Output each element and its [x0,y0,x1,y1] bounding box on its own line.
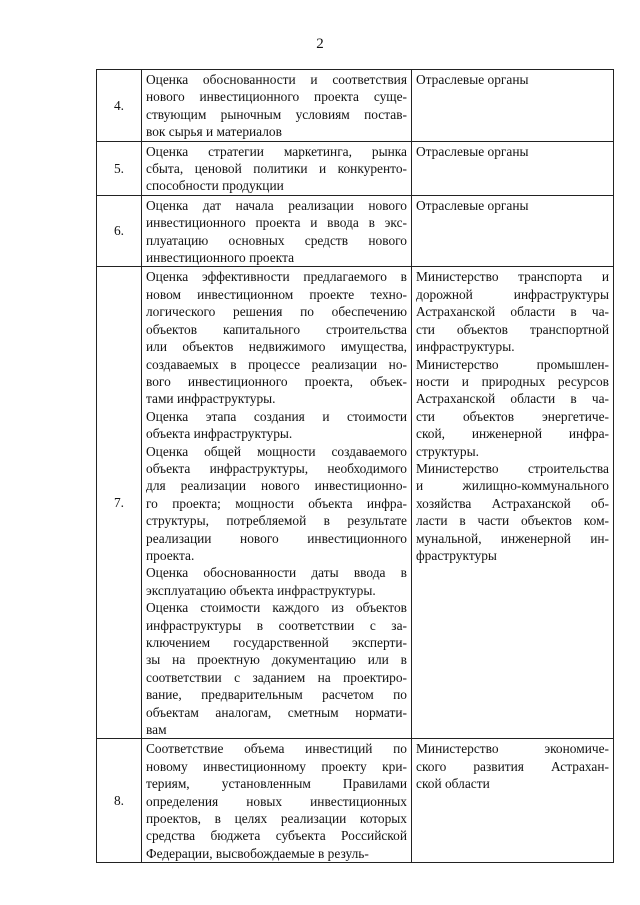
criterion-text-line: Оценка обоснованности даты ввода в [146,565,407,581]
criterion-cell [142,267,412,739]
row-number: 6. [97,195,142,267]
criterion-text-line: Оценка обоснованности и соответствия [146,72,407,87]
responsible-body-cell [412,267,614,739]
criterion-text-line: инвестиционного проекта [146,250,295,266]
table-row [97,70,614,142]
criterion-text-line: объекта инфраструктуры, необходимого [146,460,407,476]
criterion-text-line: способности продукции [146,178,284,194]
row-number: 4. [97,70,142,142]
criterion-text-line: вок сырья и материалов [146,124,282,140]
criterion-text-line: для реализации нового инвестиционно- [146,478,407,494]
criterion-text-line: тами инфраструктуры. [146,391,276,407]
table-row [97,267,614,739]
criterion-text-line: инфраструктуры в соответствии с за- [146,617,407,633]
criterion-text-line: объектов капитального строительства [146,321,407,337]
criterion-text-line: создаваемых в процессе реализации но- [146,356,407,372]
responsible-text-line: ности и природных ресурсов [416,373,609,389]
responsible-text-line: ского развития Астрахан- [416,758,609,774]
criterion-text-line: структуры, потребляемой в результате [146,513,407,529]
criterion-text-line: проекта. [146,547,195,563]
responsible-text-line: инфраструктуры. [416,339,515,355]
criterion-text-line: териям, установленным Правилами [146,776,407,792]
criterion-text-line: логического решения по обеспечению [146,304,407,320]
criterion-text-line: ключением государственной эксперти- [146,635,407,650]
criterion-text-line: Оценка эффективности предлагаемого в [146,269,407,285]
criterion-text-line: инвестиционного проекта и ввода в экс- [146,215,407,231]
criterion-text-line: новом инвестиционном проекте техно- [146,286,407,302]
criterion-text-line: вого инвестиционного проекта, объек- [146,373,407,389]
responsible-text-line: Отраслевые органы [416,197,529,213]
responsible-text-line: сти объектов энергетиче- [416,408,609,424]
criterion-text-line: нового инвестиционного проекта суще- [146,89,407,105]
responsible-text-line: Министерство транспорта и [416,269,609,285]
criterion-text-line: определения новых инвестиционных [146,793,407,809]
responsible-text-line: Министерство строительства [416,460,609,476]
criteria-table [96,69,614,863]
responsible-text-line: Астраханской области в ча- [416,391,609,407]
page-number: 2 [316,36,324,52]
criterion-text-line: сбыта, ценовой политики и конкуренто- [146,161,407,177]
responsible-body-cell [412,195,614,267]
responsible-body-cell [412,739,614,863]
criterion-text-line: Соответствие объема инвестиций по [146,741,407,757]
criterion-text-line: Федерации, высвобождаемые в резуль- [146,845,369,861]
criterion-text-line: или объектов недвижимого имущества, [146,339,407,355]
responsible-text-line: и жилищно-коммунального [416,478,609,494]
criterion-text-line: Оценка этапа создания и стоимости [146,408,407,424]
criterion-text-line: вание, предварительным расчетом по [146,687,407,703]
criterion-cell [142,141,412,195]
responsible-text-line: структуры. [416,443,479,459]
criterion-text-line: зы на проектную документацию или в [146,652,407,668]
responsible-text-line: Министерство экономиче- [416,741,609,757]
responsible-text-line: ласти в части объектов ком- [416,513,609,529]
row-number: 8. [97,739,142,863]
row-number: 5. [97,141,142,195]
row-number: 7. [97,267,142,739]
criterion-text-line: объекта инфраструктуры. [146,426,293,442]
criterion-cell [142,70,412,142]
criterion-text-line: эксплуатацию объекта инфраструктуры. [146,582,376,598]
criterion-text-line: вам [146,722,167,738]
criterion-text-line: Оценка стратегии маркетинга, рынка [146,143,407,159]
responsible-text-line: Отраслевые органы [416,143,529,159]
criterion-text-line: плуатацию основных средств нового [146,232,407,248]
criterion-text-line: новому инвестиционному проекту кри- [146,758,407,774]
criterion-text-line: Оценка стоимости каждого из объектов [146,600,407,616]
criterion-text-line: соответствии с заданием на проектиро- [146,669,407,685]
responsible-text-line: ской области [416,776,490,792]
responsible-text-line: ской, инженерной инфра- [416,426,609,442]
responsible-text-line: Министерство промышлен- [416,356,609,372]
table-row [97,141,614,195]
responsible-text-line: мунальной, инженерной ин- [416,530,609,546]
responsible-text-line: сти объектов транспортной [416,321,609,337]
table-row [97,195,614,267]
criterion-text-line: объектам аналогам, сметным нормати- [146,704,407,720]
responsible-body-cell [412,141,614,195]
responsible-text-line: фраструктуры [416,547,497,563]
criterion-text-line: средства бюджета субъекта Российской [146,828,407,844]
criterion-text-line: Оценка дат начала реализации нового [146,197,407,213]
responsible-text-line: Отраслевые органы [416,72,529,87]
criterion-text-line: реализации нового инвестиционного [146,530,407,546]
responsible-text-line: Астраханской области в ча- [416,304,609,320]
criterion-text-line: Оценка общей мощности создаваемого [146,443,407,459]
responsible-text-line: дорожной инфраструктуры [416,286,609,302]
responsible-body-cell [412,70,614,142]
responsible-text-line: хозяйства Астраханской об- [416,495,609,511]
criterion-text-line: проектов, в целях реализации которых [146,811,407,827]
criterion-cell [142,739,412,863]
criterion-text-line: го проекта; мощности объекта инфра- [146,495,407,511]
criterion-cell [142,195,412,267]
criterion-text-line: ствующим рыночным условиям постав- [146,106,407,122]
table-row [97,739,614,863]
